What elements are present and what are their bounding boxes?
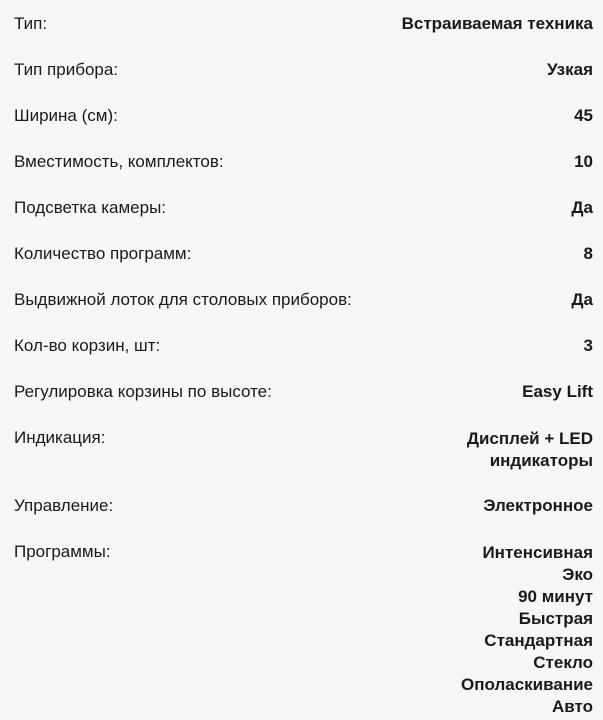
- spec-label: Регулировка корзины по высоте:: [14, 382, 272, 401]
- spec-row-basket-count: [14, 336, 593, 356]
- spec-value-line: Стандартная: [484, 631, 593, 650]
- spec-value-line: 45: [574, 106, 593, 125]
- spec-row-chamber-light: [14, 198, 593, 218]
- spec-value-line: Интенсивная: [482, 543, 593, 562]
- spec-value-line: Easy Lift: [522, 382, 593, 401]
- spec-value-line: Встраиваемая техника: [401, 14, 593, 33]
- spec-value-line: Ополаскивание: [461, 675, 593, 694]
- spec-row-basket-height: [14, 382, 593, 402]
- spec-value-line: 3: [583, 336, 593, 355]
- spec-value: [574, 152, 593, 172]
- spec-value-line: Электронное: [483, 496, 593, 515]
- spec-row-capacity: [14, 152, 593, 172]
- spec-value-line: Авто: [552, 697, 593, 716]
- spec-value: [584, 244, 593, 264]
- spec-value: [571, 198, 593, 218]
- spec-value: [461, 542, 593, 718]
- spec-value-line: Узкая: [546, 60, 593, 79]
- spec-value: [483, 496, 593, 516]
- spec-row-programs: [14, 542, 593, 718]
- spec-value-line: Да: [571, 198, 593, 217]
- spec-value-line: 90 минут: [518, 587, 593, 606]
- spec-value: [584, 336, 593, 356]
- spec-value-line: 8: [583, 244, 593, 263]
- spec-value-line: индикаторы: [489, 451, 593, 470]
- spec-label: Тип прибора:: [14, 60, 119, 79]
- spec-value-line: Эко: [562, 565, 593, 584]
- spec-label: Индикация:: [14, 428, 106, 447]
- spec-value-line: 10: [574, 152, 593, 171]
- spec-row-program-count: [14, 244, 593, 264]
- spec-label: Вместимость, комплектов:: [14, 152, 224, 171]
- spec-label: Подсветка камеры:: [14, 198, 167, 217]
- spec-value-line: Быстрая: [518, 609, 593, 628]
- spec-value-line: Стекло: [533, 653, 593, 672]
- spec-value-line: Да: [571, 290, 593, 309]
- spec-value: [571, 290, 593, 310]
- spec-label: Количество программ:: [14, 244, 192, 263]
- spec-value: [467, 428, 593, 472]
- spec-label: Кол-во корзин, шт:: [14, 336, 161, 355]
- spec-row-device-type: [14, 60, 593, 80]
- spec-row-indication: [14, 428, 593, 472]
- spec-value: [547, 60, 593, 80]
- spec-value: [402, 14, 593, 34]
- spec-label: Тип:: [14, 14, 48, 33]
- spec-value: [522, 382, 593, 402]
- spec-value: [574, 106, 593, 126]
- spec-label: Выдвижной лоток для столовых приборов:: [14, 290, 352, 309]
- spec-label: Управление:: [14, 496, 114, 515]
- spec-row-width: [14, 106, 593, 126]
- spec-row-control: [14, 496, 593, 516]
- spec-label: Ширина (см):: [14, 106, 118, 125]
- spec-label: Программы:: [14, 542, 111, 561]
- spec-value-line: Дисплей + LED: [466, 429, 593, 448]
- spec-row-cutlery-tray: [14, 290, 593, 310]
- spec-row-type: [14, 14, 593, 34]
